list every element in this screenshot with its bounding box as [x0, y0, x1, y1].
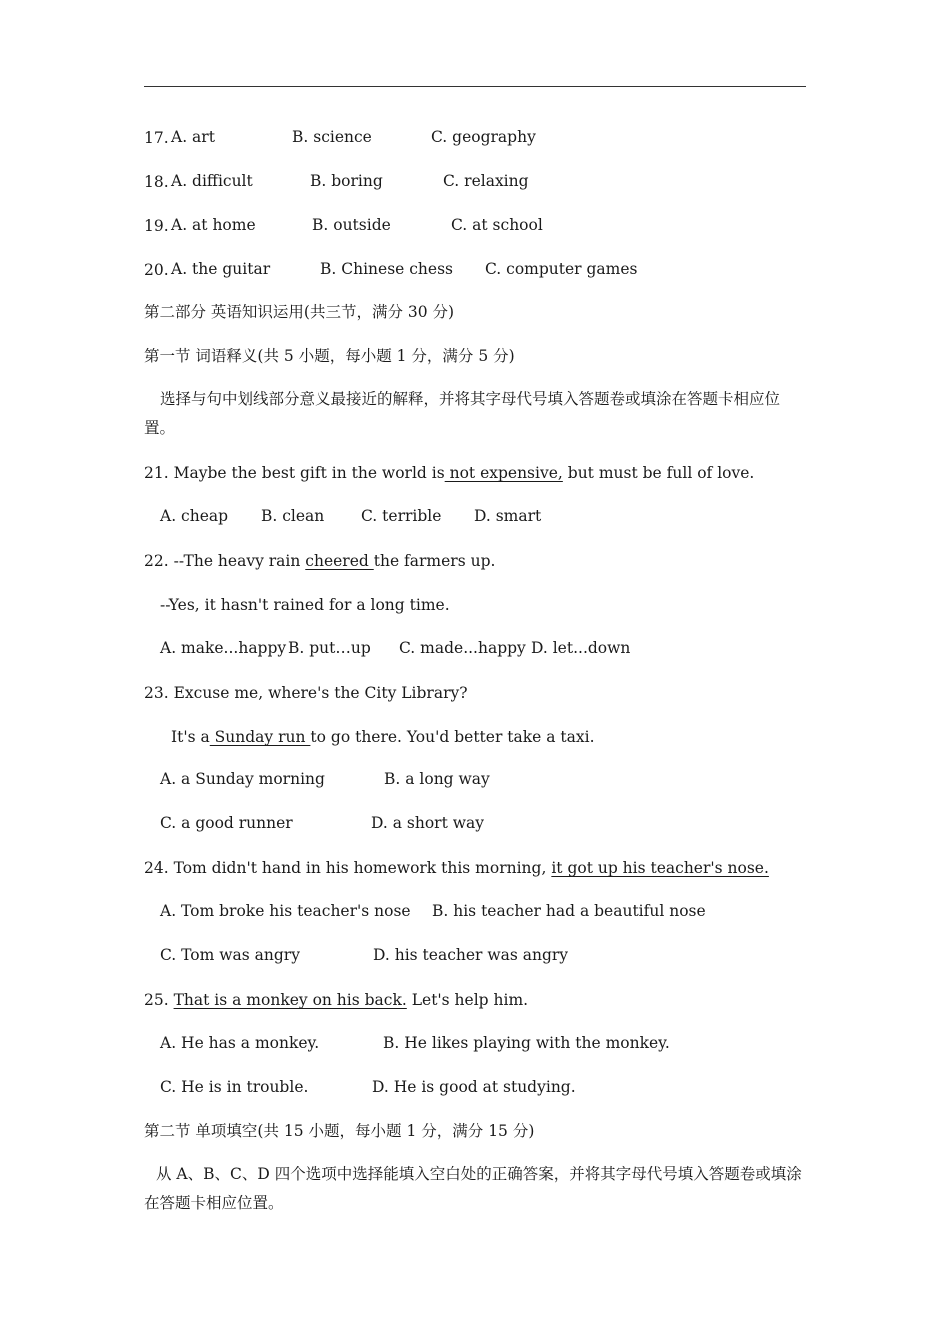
option-c: C. at school	[451, 216, 543, 234]
section2-heading: 第二节 单项填空(共 15 小题，每小题 1 分，满分 15 分)	[144, 1122, 535, 1140]
underlined-phrase: That is a monkey on his back.	[173, 991, 407, 1009]
option-c: C. a good runner	[160, 814, 293, 832]
question-24	[144, 858, 769, 878]
question-text-end: but must be full of love.	[562, 464, 755, 482]
option-b: B. Chinese chess	[320, 260, 453, 278]
option-b: B. He likes playing with the monkey.	[383, 1034, 670, 1052]
question-25	[144, 990, 528, 1010]
question-number: 17.	[144, 129, 169, 147]
question-number: 18.	[144, 173, 169, 191]
option-a: A. a Sunday morning	[160, 770, 325, 788]
question-17	[144, 128, 169, 148]
option-a: A. art	[171, 128, 215, 146]
section2-instruction: 从 A、B、C、D 四个选项中选择能填入空白处的正确答案，并将其字母代号填入答题卷或填涂在答题卡相应位置。	[144, 1165, 802, 1212]
option-b: B. outside	[312, 216, 391, 234]
option-d: D. a short way	[371, 814, 484, 832]
option-a: A. at home	[171, 216, 256, 234]
option-c: C. made...happy	[399, 639, 526, 657]
option-b: B. boring	[310, 172, 383, 190]
dialogue-reply	[171, 727, 595, 747]
question-number: 19.	[144, 217, 169, 235]
option-a: A. make...happy	[160, 639, 287, 657]
option-b: B. put…up	[288, 639, 371, 657]
option-c: C. terrible	[361, 507, 442, 525]
section1-instruction: 选择与句中划线部分意义最接近的解释，并将其字母代号填入答题卷或填涂在答题卡相应位置。	[144, 390, 781, 437]
question-18	[144, 172, 169, 192]
option-c: C. relaxing	[443, 172, 529, 190]
question-20	[144, 260, 169, 280]
question-22	[144, 551, 495, 571]
question-21	[144, 463, 754, 483]
option-b: B. clean	[261, 507, 325, 525]
option-b: B. science	[292, 128, 372, 146]
option-c: C. geography	[431, 128, 536, 146]
option-a: A. the guitar	[171, 260, 271, 278]
underlined-phrase: it got up his teacher's nose.	[551, 859, 769, 877]
option-c: C. He is in trouble.	[160, 1078, 309, 1096]
question-number: 20.	[144, 261, 169, 279]
underlined-phrase: Sunday run	[209, 728, 311, 746]
option-d: D. smart	[474, 507, 542, 525]
dialogue-reply: --Yes, it hasn't rained for a long time.	[160, 596, 450, 614]
option-a: A. He has a monkey.	[160, 1034, 320, 1052]
section1-heading: 第一节 词语释义(共 5 小题，每小题 1 分，满分 5 分)	[144, 347, 515, 365]
option-d: D. let...down	[531, 639, 631, 657]
option-c: C. Tom was angry	[160, 946, 300, 964]
header-rule	[144, 86, 806, 87]
underlined-phrase: not expensive,	[444, 464, 563, 482]
reply-text: It's a	[171, 728, 210, 746]
part2-heading: 第二部分 英语知识运用(共三节，满分 30 分)	[144, 303, 455, 321]
underlined-phrase: cheered	[305, 552, 374, 570]
option-b: B. a long way	[384, 770, 490, 788]
reply-text-end: to go there. You'd better take a taxi.	[310, 728, 595, 746]
question-text-end: the farmers up.	[373, 552, 496, 570]
question-text: 24. Tom didn't hand in his homework this morning,	[144, 859, 552, 877]
option-c: C. computer games	[485, 260, 638, 278]
question-23: 23. Excuse me, where's the City Library?	[144, 684, 468, 702]
option-a: A. Tom broke his teacher's nose	[160, 902, 411, 920]
question-number: 25.	[144, 991, 174, 1009]
question-19	[144, 216, 169, 236]
option-d: D. his teacher was angry	[373, 946, 569, 964]
option-a: A. cheap	[160, 507, 229, 525]
option-a: A. difficult	[171, 172, 253, 190]
option-d: D. He is good at studying.	[372, 1078, 576, 1096]
question-text: 21. Maybe the best gift in the world is	[144, 464, 445, 482]
question-text-end: Let's help him.	[406, 991, 529, 1009]
question-text: 22. --The heavy rain	[144, 552, 306, 570]
option-b: B. his teacher had a beautiful nose	[432, 902, 706, 920]
